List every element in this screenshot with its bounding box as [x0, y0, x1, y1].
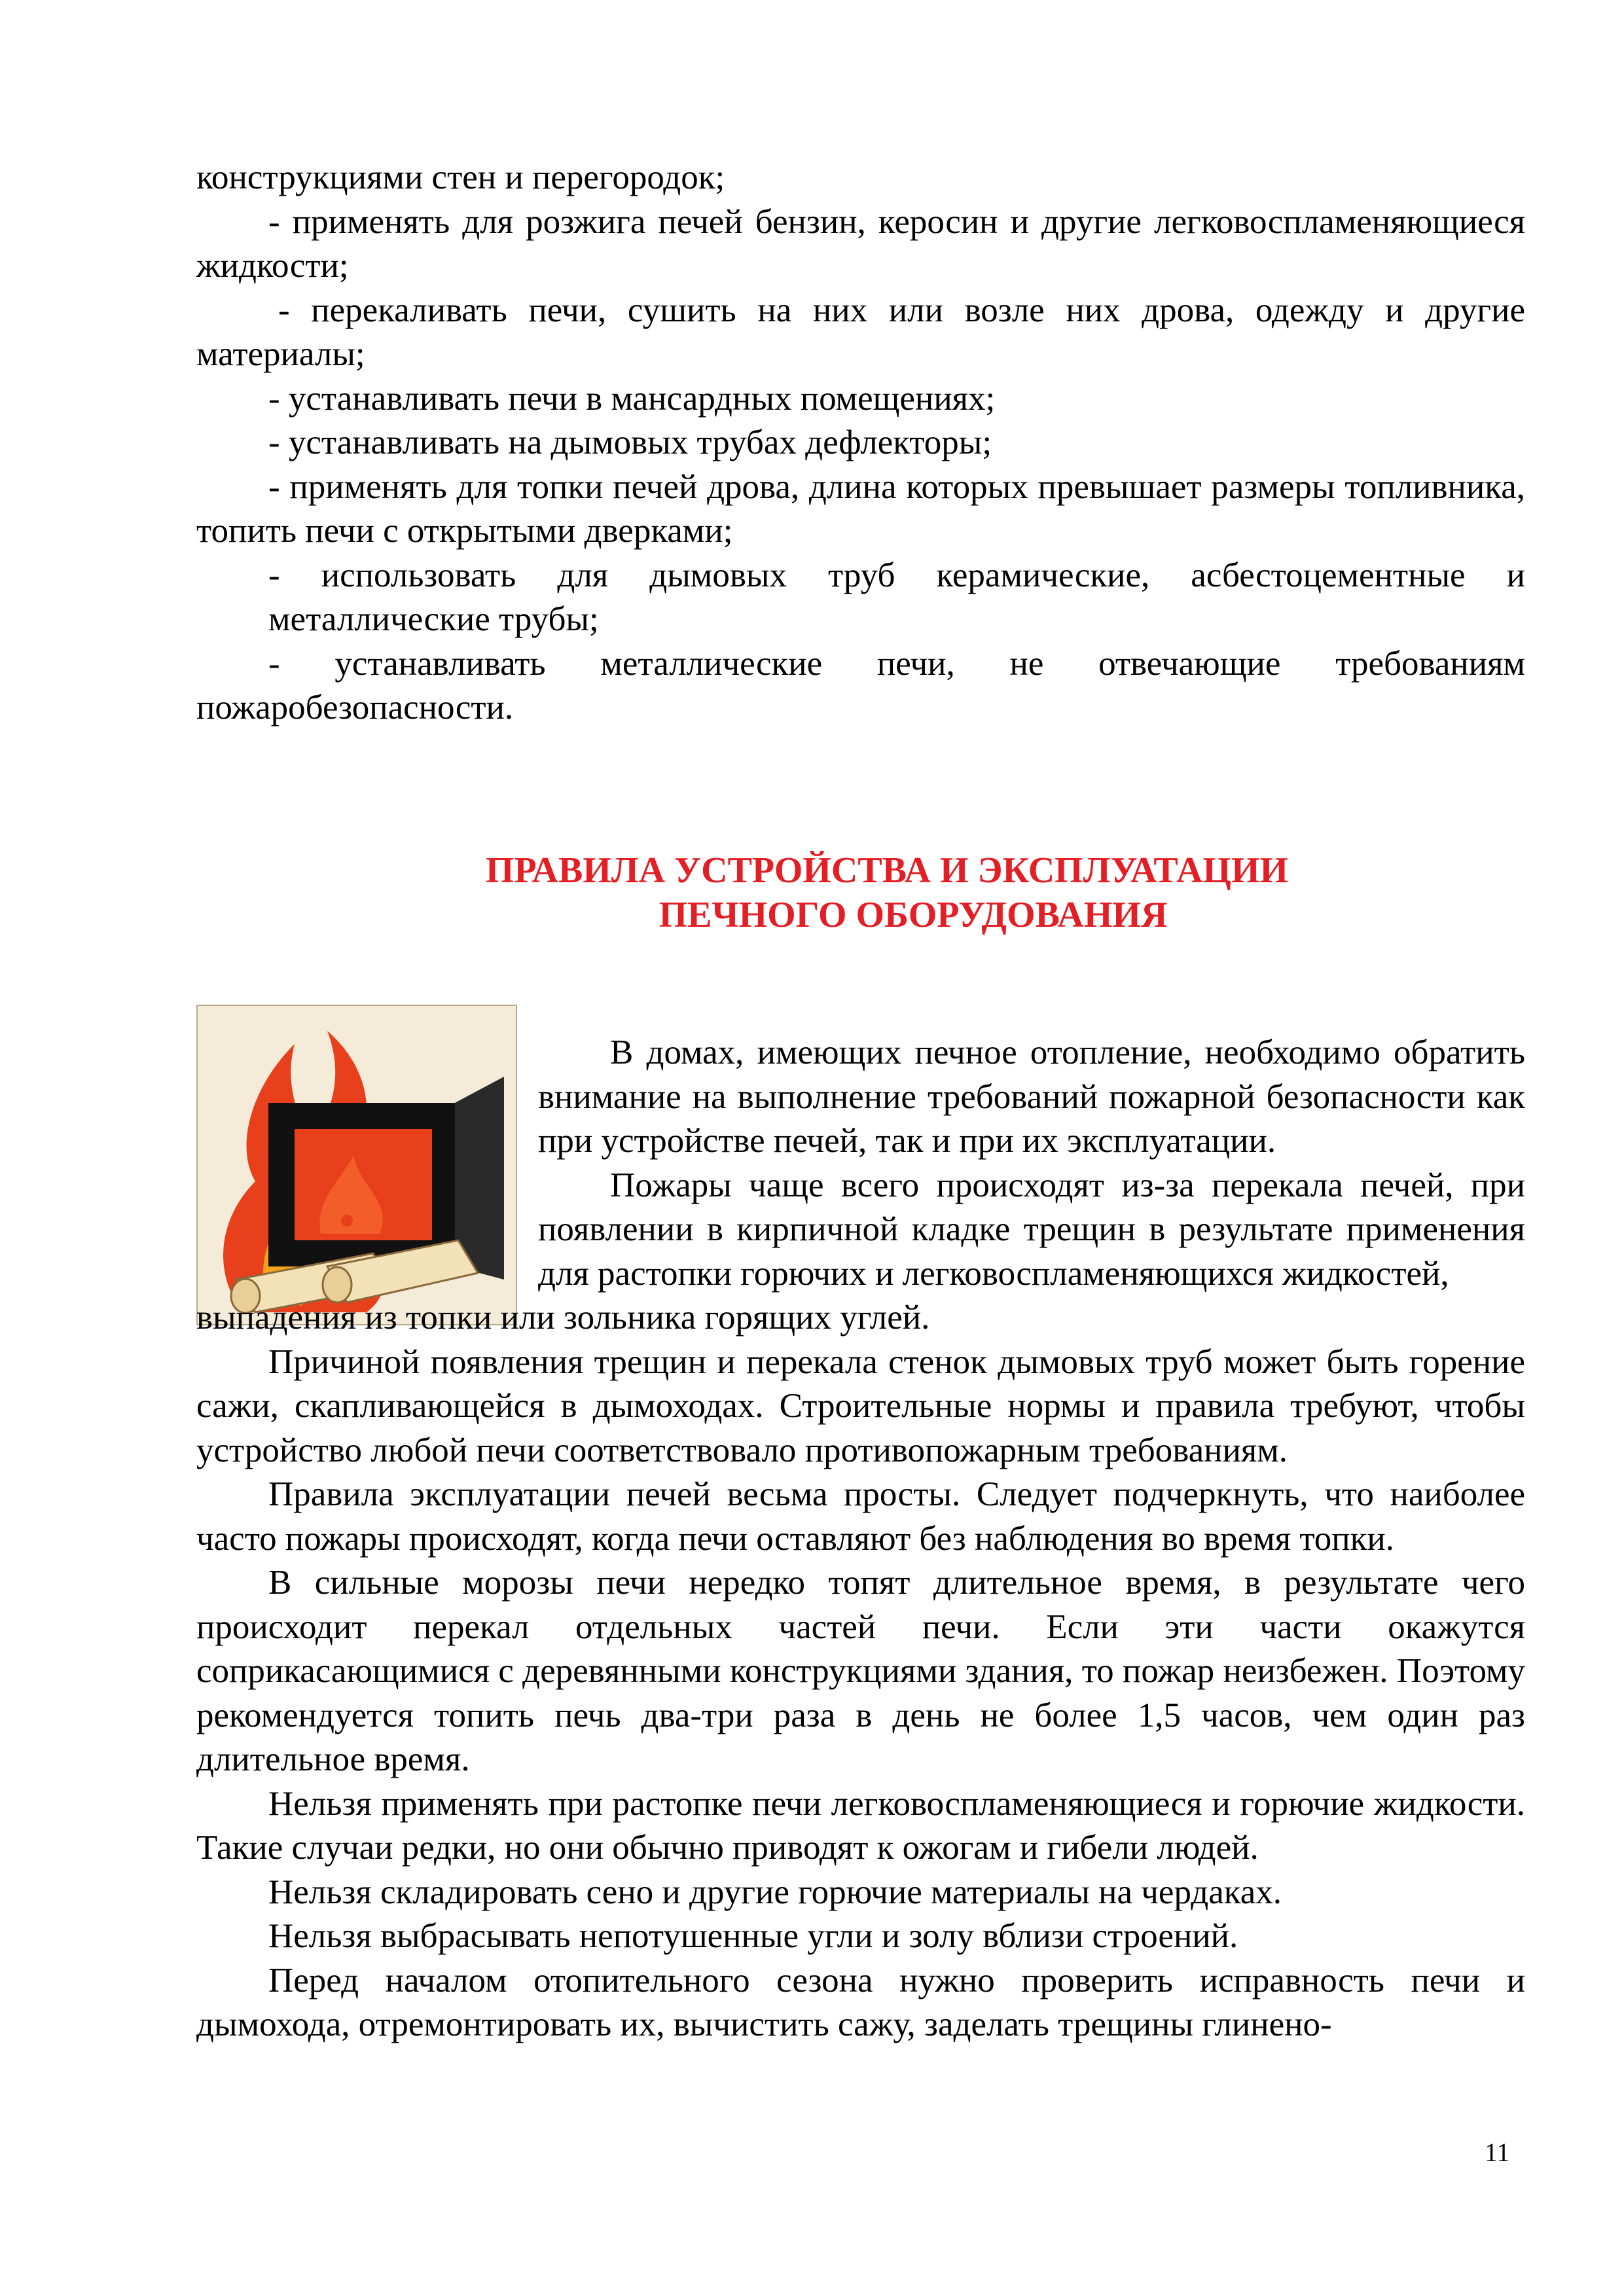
page-number: 11: [1485, 2138, 1510, 2167]
list-item: - устанавливать металлические печи, не отвечающие требованиям пожаробезопасности.: [196, 644, 1525, 726]
paragraph: Нельзя применять при растопке печи легковоспламеняющиеся и горючие жидкости. Такие случаи редки, но они обычно приводят к ожогам и гибели людей.: [196, 1784, 1525, 1867]
paragraph: Нельзя выбрасывать непотушенные угли и золу вблизи строений.: [268, 1917, 1238, 1955]
paragraph: Пожары чаще всего происходят из-за перекала печей, при появлении в кирпичной кладке трещин в результате применения для растопки горючих и легковоспламеняющихся жидкостей,: [538, 1166, 1525, 1293]
list-item: конструкциями стен и перегородок;: [196, 158, 725, 196]
list-item: - применять для топки печей дрова, длина которых превышает размеры топливника, топить печи с открытыми дверками;: [196, 467, 1525, 550]
paragraph: выпадения из топки или зольника горящих углей.: [196, 1299, 930, 1336]
paragraph: В домах, имеющих печное отопление, необходимо обратить внимание на выполнение требований пожарной безопасности как при устройстве печей, так и при их эксплуатации.: [538, 1033, 1525, 1160]
list-item: - применять для розжига печей бензин, керосин и другие легковоспламеняющиеся жидкости;: [196, 202, 1525, 285]
paragraph: В сильные морозы печи нередко топят длительное время, в результате чего происходит перекал отдельных частей печи. Если эти части окажутся соприкасающимися с деревянными конструкциями здания, то пожар неизбежен. Поэтому рекомендуется топить печь два-три раза в день не более 1,5 часов, чем один раз длительное время.: [196, 1564, 1525, 1778]
list-item: - устанавливать печи в мансардных помещениях;: [268, 379, 996, 418]
list-item: - устанавливать на дымовых трубах дефлекторы;: [268, 423, 992, 461]
paragraph: Перед началом отопительного сезона нужно проверить исправность печи и дымохода, отремонтировать их, вычистить сажу, заделать трещины глинено-: [196, 1961, 1525, 2043]
section-heading: [196, 848, 1525, 937]
paragraph: Нельзя складировать сено и другие горючие материалы на чердаках.: [268, 1873, 1282, 1911]
body-text: [196, 1031, 1525, 2047]
list-item: - перекаливать печи, сушить на них или возле них дрова, одежду и другие материалы;: [196, 291, 1525, 373]
list-item: - использовать для дымовых труб керамические, асбестоцементные и металлические трубы;: [268, 556, 1525, 638]
prohibitions-list: [196, 156, 1525, 730]
paragraph: Правила эксплуатации печей весьма просты. Следует подчеркнуть, что наиболее часто пожары происходят, когда печи оставляют без наблюдения во время топки.: [196, 1475, 1525, 1558]
heading-line-2: ПЕЧНОГО ОБОРУДОВАНИЯ: [659, 895, 1168, 935]
heading-line-1: ПРАВИЛА УСТРОЙСТВА И ЭКСПЛУАТАЦИИ: [485, 850, 1289, 891]
paragraph: Причиной появления трещин и перекала стенок дымовых труб может быть горение сажи, скапливающейся в дымоходах. Строительные нормы и правила требуют, чтобы устройство любой печи соответствовало противопожарным требованиям.: [196, 1342, 1525, 1469]
